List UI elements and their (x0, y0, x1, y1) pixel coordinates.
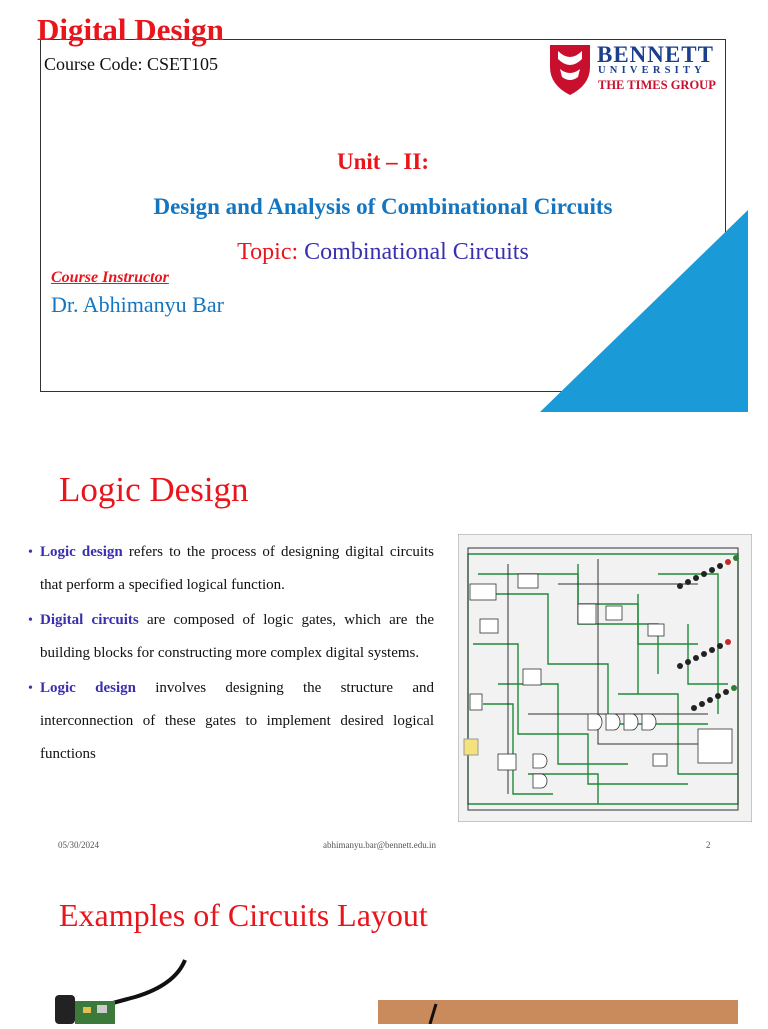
footer-date: 05/30/2024 (58, 840, 100, 850)
bullet-keyword: Logic design (40, 680, 136, 696)
unit-label: Unit – II: (336, 149, 429, 174)
instructor-label: Course Instructor (51, 269, 169, 286)
bullet-icon: • (28, 613, 33, 628)
circuit-schematic-icon (458, 534, 752, 822)
slide-heading: Examples of Circuits Layout (59, 897, 428, 933)
bullet-keyword: Digital circuits (40, 612, 139, 628)
breadboard-photo-icon (378, 1000, 738, 1024)
list-item (28, 604, 434, 670)
course-title: Digital Design (37, 12, 224, 47)
bullet-text: are composed of logic gates, which are the building blocks for constructing more complex digital systems. (40, 612, 434, 661)
list-item (28, 536, 434, 602)
slide-heading: Logic Design (59, 470, 249, 509)
topic-value: Combinational Circuits (304, 239, 529, 265)
bullet-list (28, 536, 434, 773)
unit-subtitle: Design and Analysis of Combinational Circuits (153, 194, 613, 219)
bullet-text: refers to the process of designing digital circuits that perform a specified logical function. (40, 544, 434, 593)
logo-group: THE TIMES GROUP (598, 78, 716, 92)
logo-name: BENNETT (597, 42, 714, 67)
breadboard-photo (378, 1000, 738, 1024)
instructor-name: Dr. Abhimanyu Bar (51, 292, 224, 317)
logo-subname: UNIVERSITY (598, 65, 706, 76)
bullet-keyword: Logic design (40, 544, 123, 560)
topic-label: Topic: (237, 239, 305, 265)
bullet-icon: • (28, 545, 33, 560)
bullet-text: involves designing the structure and interconnection of these gates to implement desired logical functions (40, 680, 434, 762)
bullet-icon: • (28, 681, 33, 696)
footer-page-number: 2 (706, 840, 711, 850)
accent-triangle (540, 210, 748, 412)
circuit-board-photo-icon (45, 955, 195, 1024)
course-code: Course Code: CSET105 (44, 54, 218, 74)
list-item (28, 672, 434, 771)
footer-email: abhimanyu.bar@bennett.edu.in (323, 840, 437, 850)
